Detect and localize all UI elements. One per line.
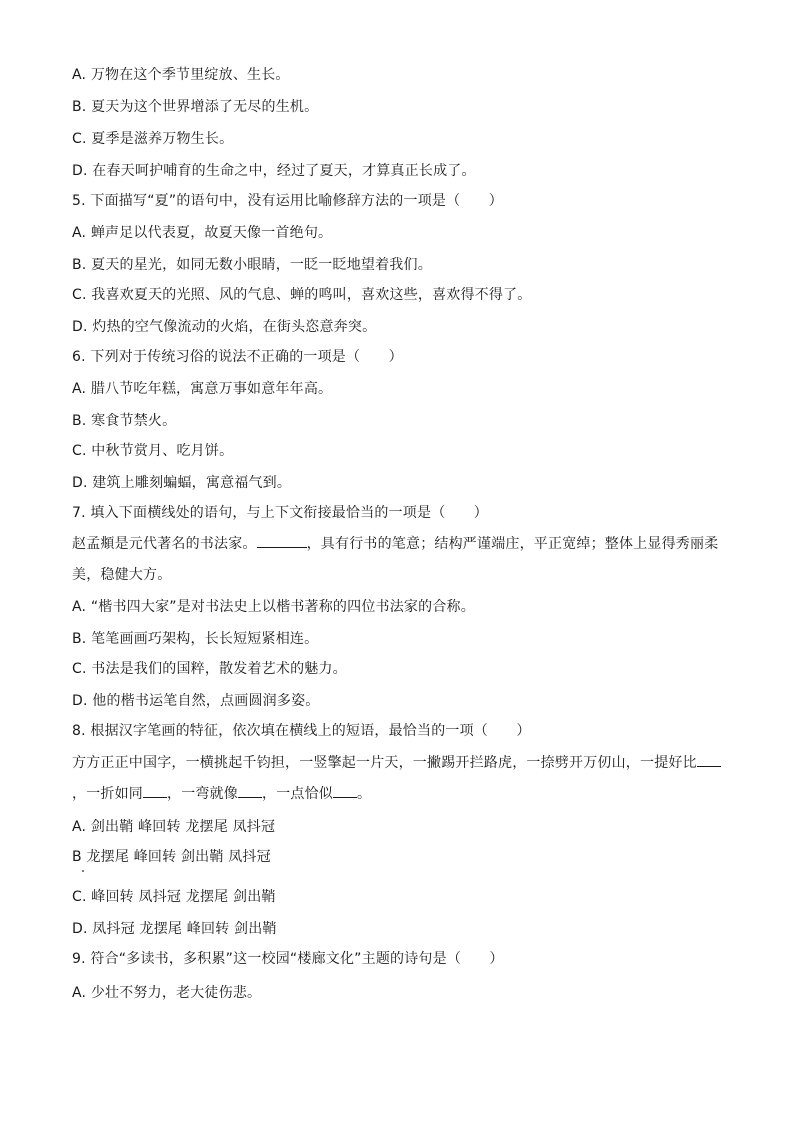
q8-passage-1: 方方正正中国字，一横挑起千钧担，一竖擎起一片天，一撇踢开拦路虎，一捺劈开万仞山，一提好比 [72,755,697,771]
question-7: 7. 填入下面横线处的语句，与上下文衔接最恰当的一项是（ ） [72,505,489,521]
option-c: C. 夏季是滋养万物生长。 [72,131,234,147]
option-a: A. 万物在这个季节里绽放、生长。 [72,67,290,83]
q6-option-a: A. 腊八节吃年糕，寓意万事如意年年高。 [72,381,333,397]
fill-blank [697,754,721,767]
q5-option-c: C. 我喜欢夏天的光照、风的气息、蝉的鸣叫，喜欢这些，喜欢得不得了。 [72,287,532,303]
q8-passage-4: ，一点恰似 [262,786,333,802]
q8-option-a: A. 剑出鞘 峰回转 龙摆尾 凤抖冠 [72,819,276,835]
q7-option-a: A. “楷书四大家”是对书法史上以楷书著称的四位书法家的合称。 [72,599,475,615]
q5-option-a: A. 蝉声足以代表夏，故夏天像一首绝句。 [72,225,333,241]
q5-option-b: B. 夏天的星光，如同无数小眼睛，一眨一眨地望着我们。 [72,257,432,273]
q8-passage-5: 。 [357,786,372,802]
option-d: D. 在春天呵护哺育的生命之中，经过了夏天，才算真正长成了。 [72,163,476,179]
q7-passage-end: ，具有行书的笔意；结构严谨端庄，平正宽绰；整体上显得秀丽柔美，稳健大方。 [72,536,719,583]
q8-passage [72,748,732,810]
q6-option-d: D. 建筑上雕刻蝙蝠，寓意福气到。 [72,475,292,491]
q8-option-c: C. 峰回转 凤抖冠 龙摆尾 剑出鞘 [72,889,276,905]
q7-passage [72,529,732,591]
q7-option-c: C. 书法是我们的国粹，散发着艺术的魅力。 [72,661,347,677]
question-9: 9. 符合“多读书，多积累”这一校园“楼廊文化”主题的诗句是（ ） [72,951,504,967]
q8-passage-3: ，一弯就像 [167,786,238,802]
stray-mark [82,870,84,872]
q9-option-a: A. 少壮不努力，老大徒伤悲。 [72,985,262,1001]
q6-option-b: B. 寒食节禁火。 [72,413,177,429]
option-b: B. 夏天为这个世界增添了无尽的生机。 [72,99,319,115]
q8-passage-2: ，一折如同 [72,786,143,802]
fill-blank [257,535,307,548]
q8-option-b: B 龙摆尾 峰回转 剑出鞘 凤抖冠 [72,849,271,865]
fill-blank [333,785,357,798]
fill-blank [143,785,167,798]
q6-option-c: C. 中秋节赏月、吃月饼。 [72,443,234,459]
question-8: 8. 根据汉字笔画的特征，依次填在横线上的短语，最恰当的一项（ ） [72,723,531,739]
q5-option-d: D. 灼热的空气像流动的火焰，在街头恣意奔突。 [72,319,377,335]
question-5: 5. 下面描写“夏”的语句中，没有运用比喻修辞方法的一项是（ ） [72,193,503,209]
q8-option-d: D. 凤抖冠 龙摆尾 峰回转 剑出鞘 [72,921,277,937]
question-6: 6. 下列对于传统习俗的说法不正确的一项是（ ） [72,349,403,365]
fill-blank [238,785,262,798]
q7-passage-start: 赵孟頫是元代著名的书法家。 [72,536,257,552]
q7-option-b: B. 笔笔画画巧架构，长长短短紧相连。 [72,631,319,647]
q7-option-d: D. 他的楷书运笔自然，点画圆润多姿。 [72,693,320,709]
